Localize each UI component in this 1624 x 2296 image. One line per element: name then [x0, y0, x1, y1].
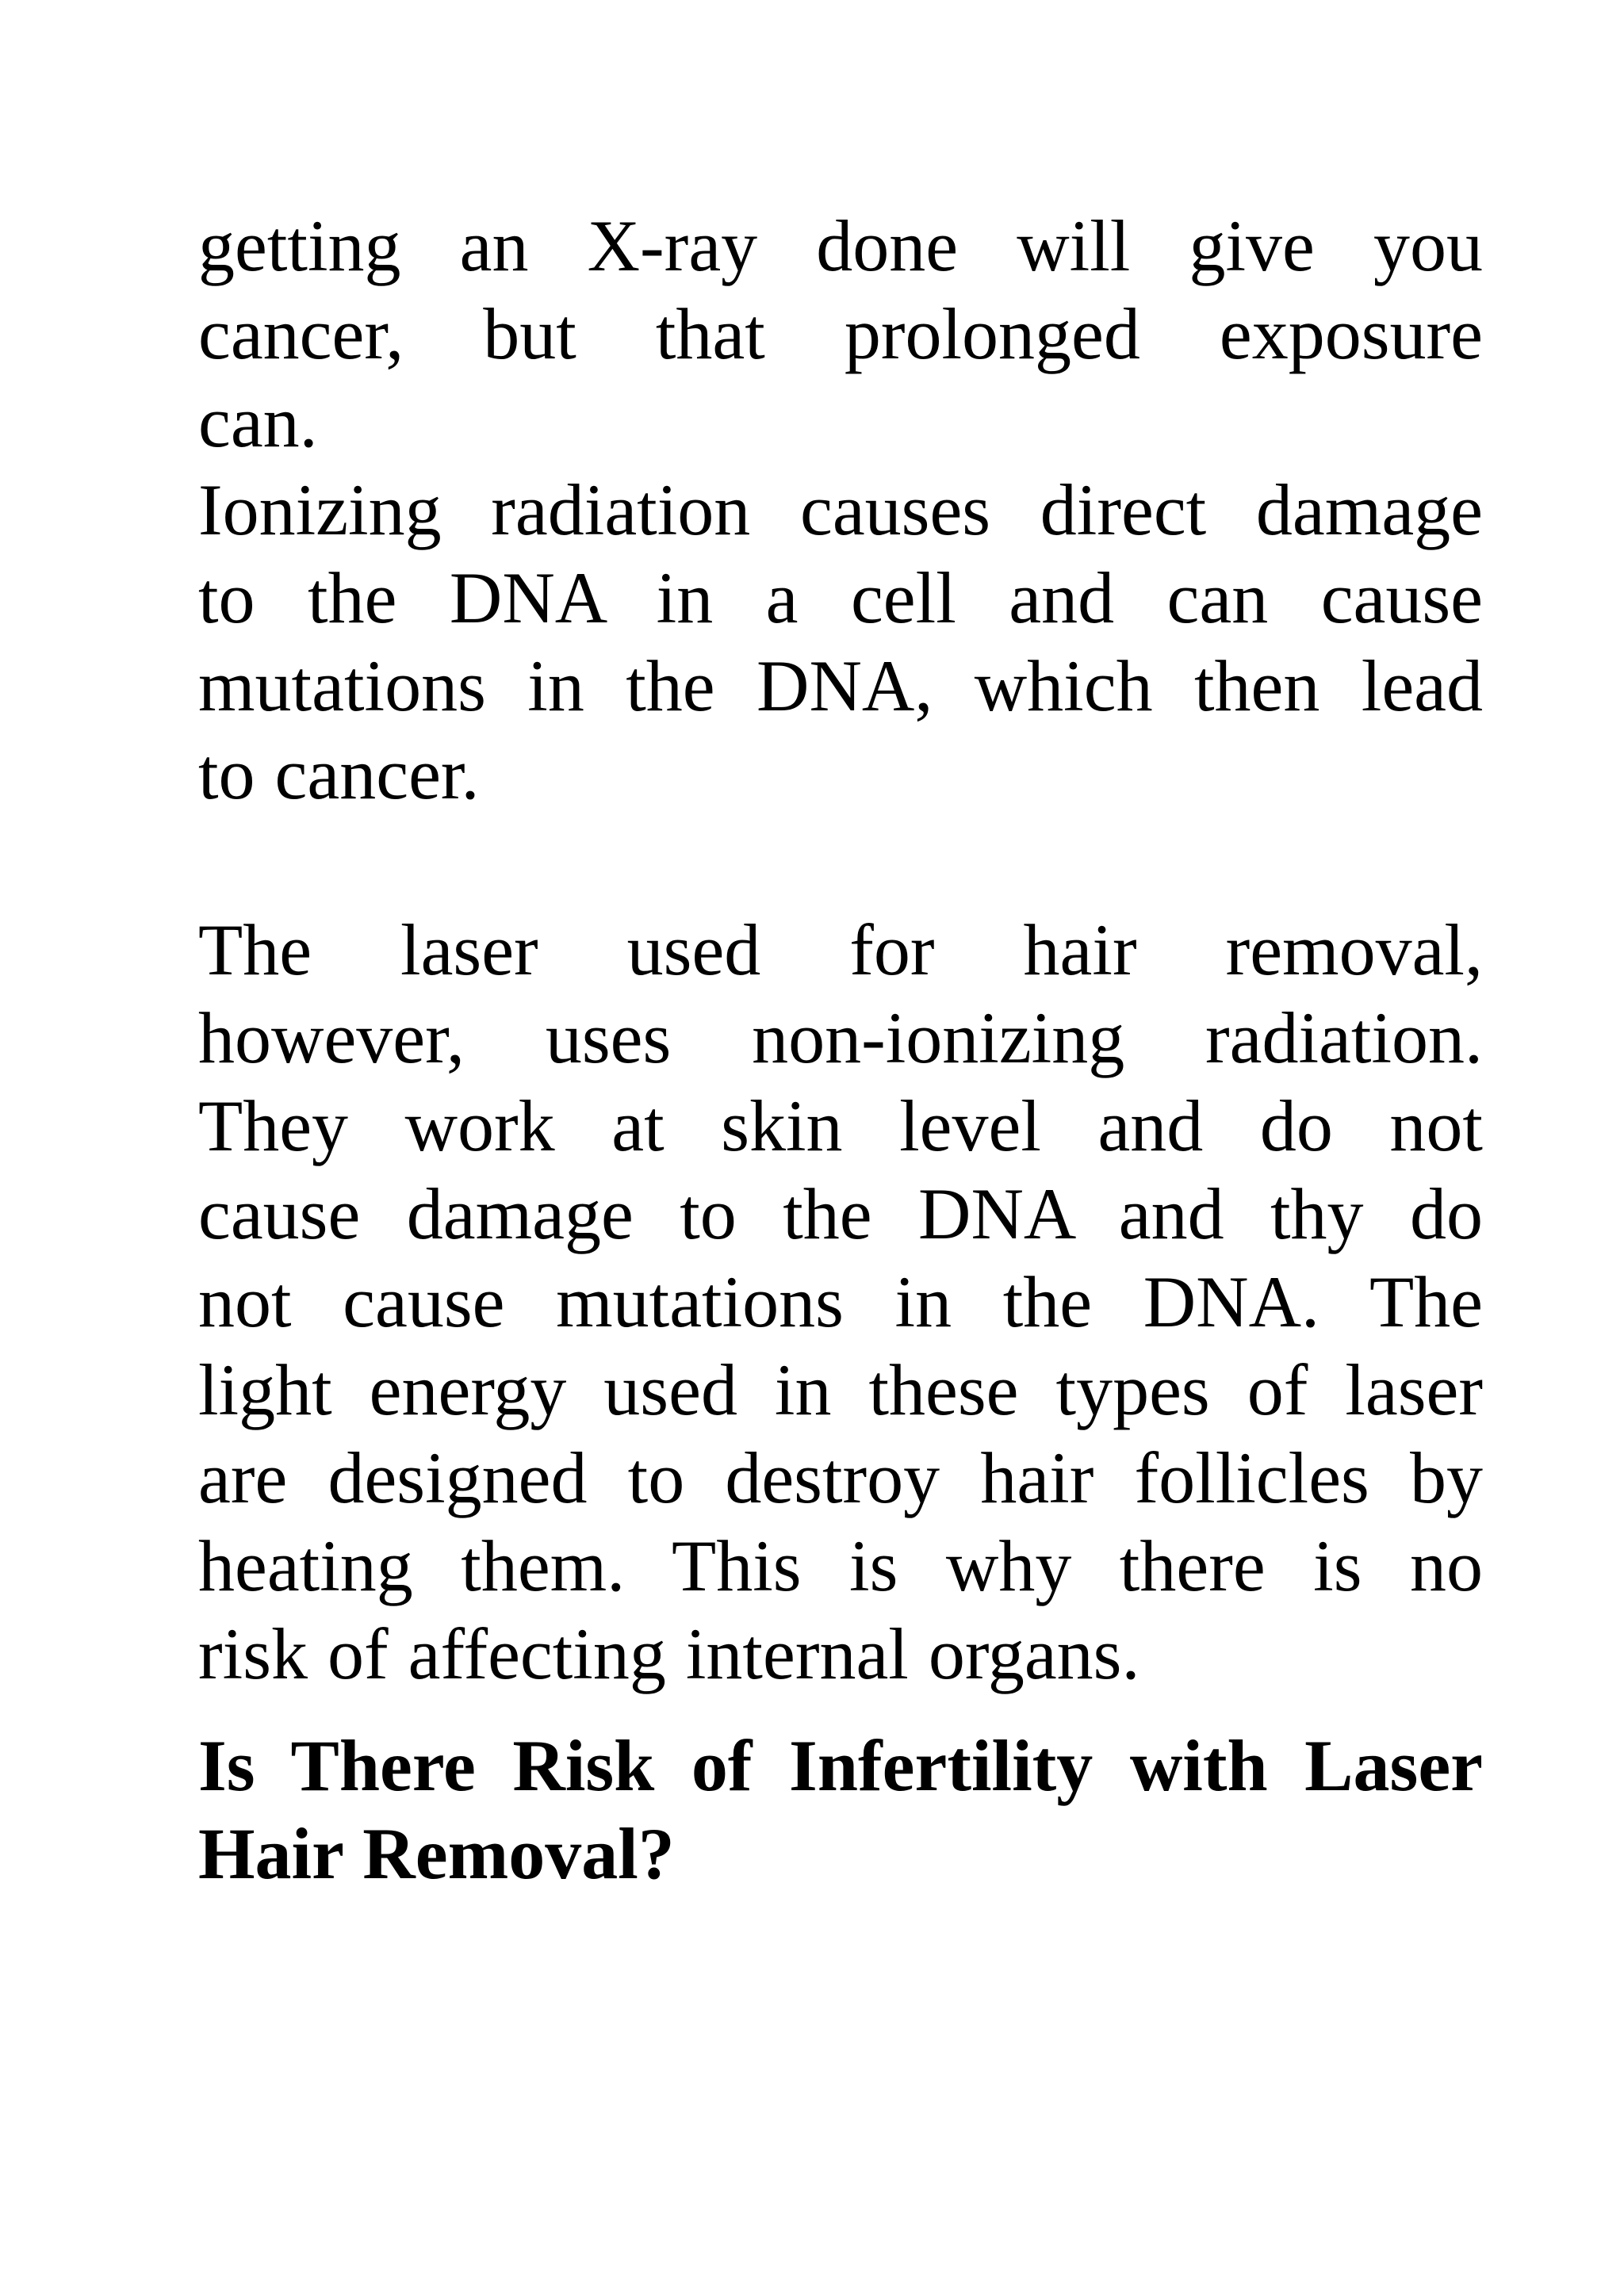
- paragraph: [198, 906, 1483, 1698]
- paragraph: [198, 202, 1483, 466]
- text-line: risk of affecting internal organs.: [198, 1613, 1140, 1694]
- heading-line: Is There Risk of Infertility with Laser: [198, 1725, 1483, 1806]
- text-line: however, uses non-ionizing radiation.: [198, 997, 1483, 1078]
- text-line: The laser used for hair removal,: [198, 909, 1483, 990]
- text-line: to the DNA in a cell and can cause: [198, 557, 1483, 638]
- heading-line: Hair Removal?: [198, 1813, 675, 1894]
- text-line: cancer, but that prolonged exposure: [198, 293, 1483, 374]
- section-heading: [198, 1722, 1483, 1898]
- paragraph: [198, 466, 1483, 818]
- text-line: light energy used in these types of laser: [198, 1349, 1483, 1430]
- text-line: getting an X-ray done will give you: [198, 205, 1483, 286]
- text-line: cause damage to the DNA and thy do: [198, 1173, 1483, 1254]
- paragraph-spacer: [198, 818, 1483, 906]
- text-line: They work at skin level and do not: [198, 1085, 1483, 1166]
- text-line: not cause mutations in the DNA. The: [198, 1261, 1483, 1342]
- text-line: can.: [198, 381, 318, 462]
- text-line: to cancer.: [198, 733, 480, 814]
- text-line: heating them. This is why there is no: [198, 1525, 1483, 1606]
- text-line: mutations in the DNA, which then lead: [198, 645, 1483, 726]
- document-body: [198, 202, 1483, 1898]
- text-line: are designed to destroy hair follicles by: [198, 1437, 1483, 1518]
- text-line: Ionizing radiation causes direct damage: [198, 469, 1483, 550]
